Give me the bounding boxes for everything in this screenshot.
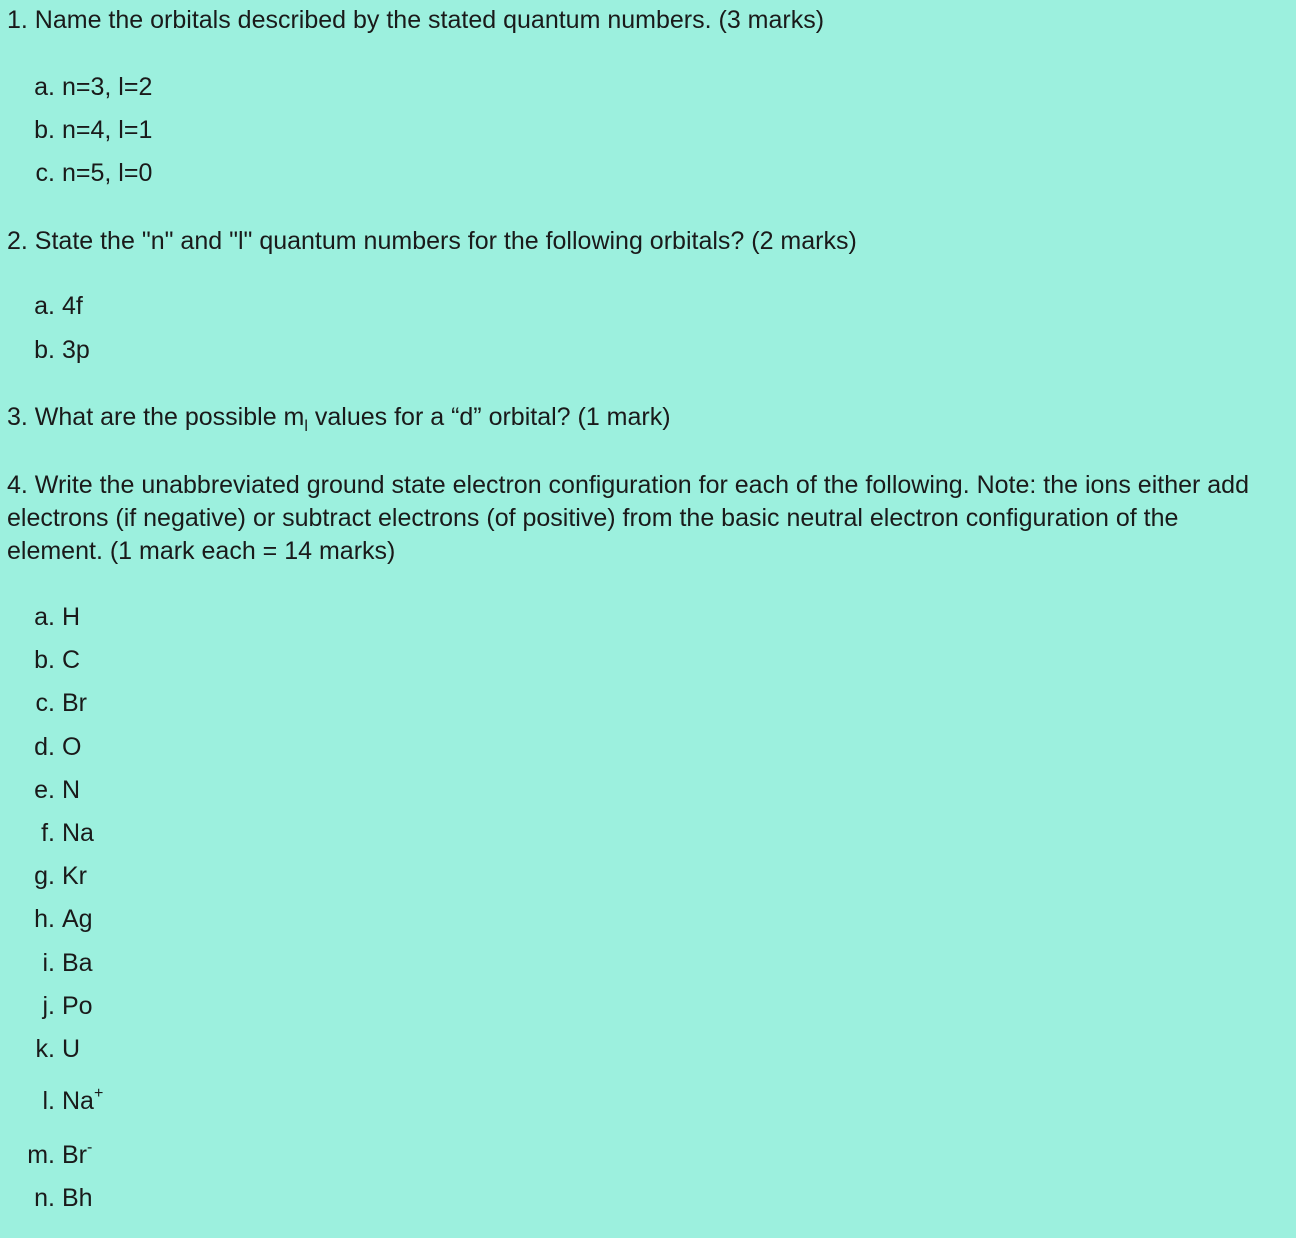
list-marker: d. <box>34 733 55 761</box>
list-marker: k. <box>35 1035 55 1063</box>
ion-charge: + <box>93 1084 104 1102</box>
q4-list-item <box>0 688 87 718</box>
question-3 <box>7 401 1287 434</box>
item-label: Ag <box>62 905 93 933</box>
list-marker: a. <box>34 292 55 320</box>
item-label: Bh <box>62 1184 93 1212</box>
item-label: N <box>62 776 81 804</box>
item-label: H <box>62 603 81 631</box>
item-label: Na <box>62 819 94 847</box>
list-item-text <box>62 1034 80 1064</box>
q4-list-item <box>0 602 80 632</box>
item-label: n=3, l=2 <box>62 73 153 101</box>
list-item-text <box>62 72 152 102</box>
q4-list-item <box>0 775 80 805</box>
q1-list-item <box>0 158 152 188</box>
item-label: Ba <box>62 949 93 977</box>
list-marker: a. <box>34 603 55 631</box>
q2-list-item <box>0 335 90 365</box>
list-item-text <box>62 291 83 321</box>
q4-list-item <box>0 732 81 762</box>
list-marker: g. <box>34 862 55 890</box>
list-marker: c. <box>35 159 55 187</box>
list-marker: b. <box>34 116 55 144</box>
list-item-text <box>62 818 94 848</box>
question-4: 4. Write the unabbreviated ground state electron configuration for each of the following. Note: the ions either add electrons (if negative) or subtract electrons (of positive) from the basic neutral electron configuration of the element. (1 mark each = 14 marks) <box>7 471 1249 565</box>
item-label: 3p <box>62 336 90 364</box>
q4-list-item <box>0 645 80 675</box>
question-1: 1. Name the orbitals described by the stated quantum numbers. (3 marks) <box>7 6 825 34</box>
item-label: Na <box>62 1087 94 1115</box>
list-item-text <box>62 1086 103 1116</box>
question-3-text-end: values for a “d” orbital? (1 mark) <box>307 403 671 431</box>
q4-list-item <box>0 1183 93 1213</box>
list-item-text <box>62 335 90 365</box>
list-marker: j. <box>42 992 55 1020</box>
item-label: Br <box>62 689 87 717</box>
list-item-text <box>62 948 93 978</box>
list-item-text <box>62 645 80 675</box>
list-marker: l. <box>42 1087 55 1115</box>
list-marker: h. <box>34 905 55 933</box>
q4-list-item <box>0 991 93 1021</box>
item-label: 4f <box>62 292 83 320</box>
q1-list-item <box>0 115 152 145</box>
list-marker: n. <box>34 1184 55 1212</box>
q1-list-item <box>0 72 152 102</box>
list-marker: b. <box>34 336 55 364</box>
list-item-text <box>62 991 93 1021</box>
q4-list-item <box>0 904 93 934</box>
item-label: n=5, l=0 <box>62 159 153 187</box>
item-label: Kr <box>62 862 87 890</box>
q4-list-item <box>0 948 93 978</box>
q4-list-item <box>0 861 87 891</box>
list-item-text <box>62 904 93 934</box>
list-item-text <box>62 775 80 805</box>
list-marker: f. <box>41 819 55 847</box>
item-label: Br <box>62 1141 87 1169</box>
q4-list-item <box>0 818 94 848</box>
list-marker: c. <box>35 689 55 717</box>
list-item-text <box>62 1140 92 1170</box>
item-label: C <box>62 646 81 674</box>
item-label: U <box>62 1035 81 1063</box>
list-item-text <box>62 688 87 718</box>
list-marker: i. <box>42 949 55 977</box>
list-item-text <box>62 732 81 762</box>
list-marker: a. <box>34 73 55 101</box>
question-2: 2. State the "n" and "l" quantum numbers for the following orbitals? (2 marks) <box>7 227 857 255</box>
list-marker: e. <box>34 776 55 804</box>
item-label: n=4, l=1 <box>62 116 153 144</box>
ion-charge: - <box>87 1138 93 1156</box>
list-item-text <box>62 158 152 188</box>
question-3-text: 3. What are the possible m <box>7 403 305 431</box>
item-label: Po <box>62 992 93 1020</box>
q4-list-item <box>0 1086 103 1116</box>
q4-list-item <box>0 1140 92 1170</box>
list-item-text <box>62 1183 93 1213</box>
list-item-text <box>62 115 152 145</box>
item-label: O <box>62 733 82 761</box>
list-item-text <box>62 861 87 891</box>
ml-subscript: l <box>304 418 308 435</box>
list-item-text <box>62 602 80 632</box>
list-marker: b. <box>34 646 55 674</box>
list-marker: m. <box>27 1141 55 1169</box>
q2-list-item <box>0 291 83 321</box>
q4-list-item <box>0 1034 80 1064</box>
